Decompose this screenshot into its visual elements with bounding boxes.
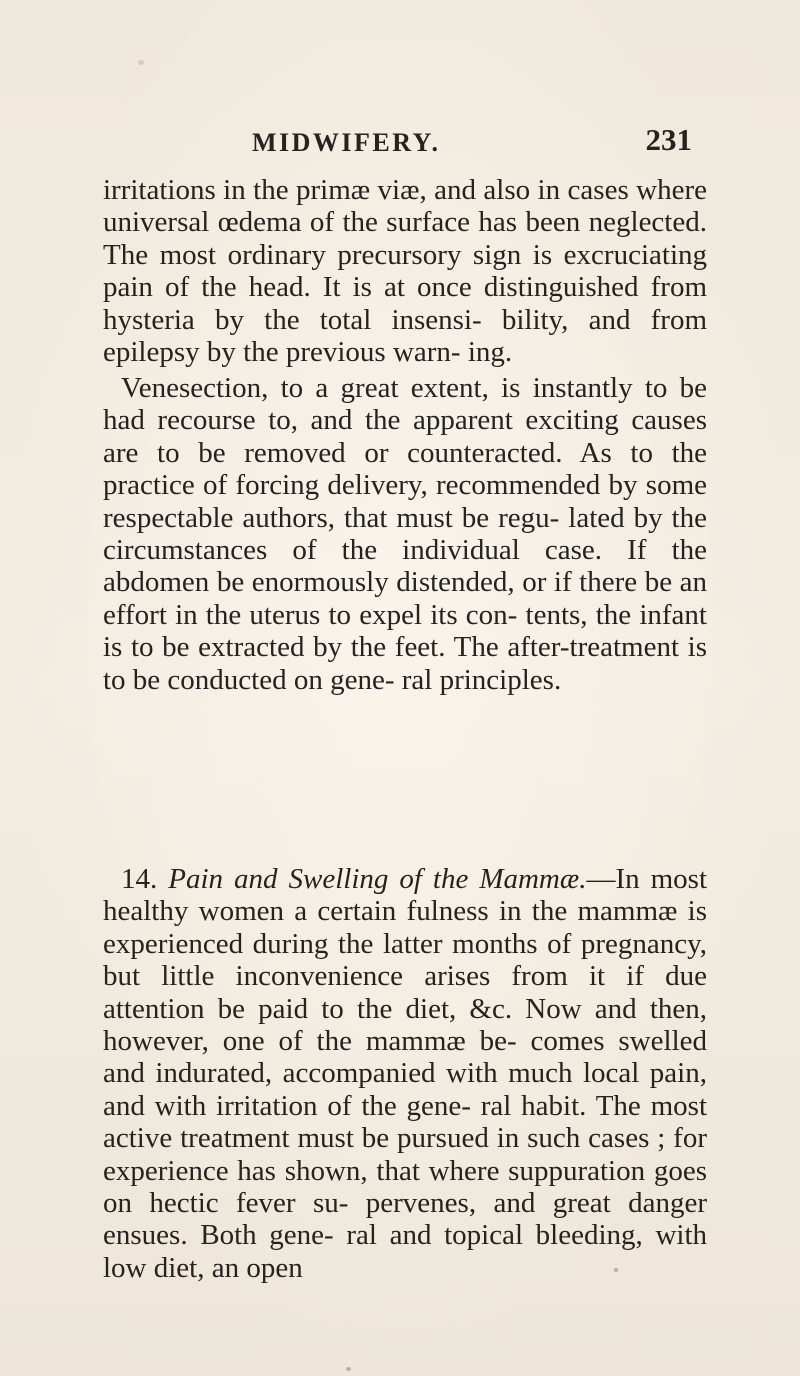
section-title: Pain and Swelling of the Mammæ. xyxy=(168,863,587,895)
page-header xyxy=(252,122,692,168)
running-head: MIDWIFERY. xyxy=(252,128,441,157)
paper-spot xyxy=(138,60,144,65)
paragraph-continuation xyxy=(103,174,707,368)
paragraph-text: irritations in the primæ viæ, and also in cases where universal œdema of the surface has been neglected. The most ordinary precursory sign is excruciating pain of the head. It is at once distinguished from hysteria by the total insensi- bility, and from epilepsy by the previous warn- ing. xyxy=(103,174,707,369)
section-paragraph xyxy=(103,863,707,1284)
paper-spot xyxy=(614,1268,618,1272)
page-number: 231 xyxy=(645,122,692,157)
section-number: 14. xyxy=(121,863,158,895)
section-text: —In most healthy women a certain fulness in the mammæ is experienced during the latter months of pregnancy, but little inconvenience arises from it if due attention be paid to the diet, &c. Now and then, however, one of the mammæ be- comes swelled and indurated, accompanied with much local pain, and with irritation of the gene- ral habit. The most active treatment must be pursued in such cases ; for experience has shown, that where suppuration goes on hectic fever su- pervenes, and great danger ensues. Both gene- ral and topical bleeding, with low diet, an open xyxy=(103,863,708,1284)
section-14 xyxy=(103,863,707,1284)
paper-spot xyxy=(346,1367,351,1371)
paragraph-text: Venesection, to a great extent, is instantly to be had recourse to, and the apparent exciting causes are to be removed or counteracted. As to the practice of forcing delivery, recommended by some respectable authors, that must be regu- lated by the circumstances of the individual case. If the abdomen be enormously distended, or if there be an effort in the uterus to expel its con- tents, the infant is to be extracted by the feet. The after-treatment is to be conducted on gene- ral principles. xyxy=(103,372,707,696)
paragraph-venesection xyxy=(103,372,707,696)
